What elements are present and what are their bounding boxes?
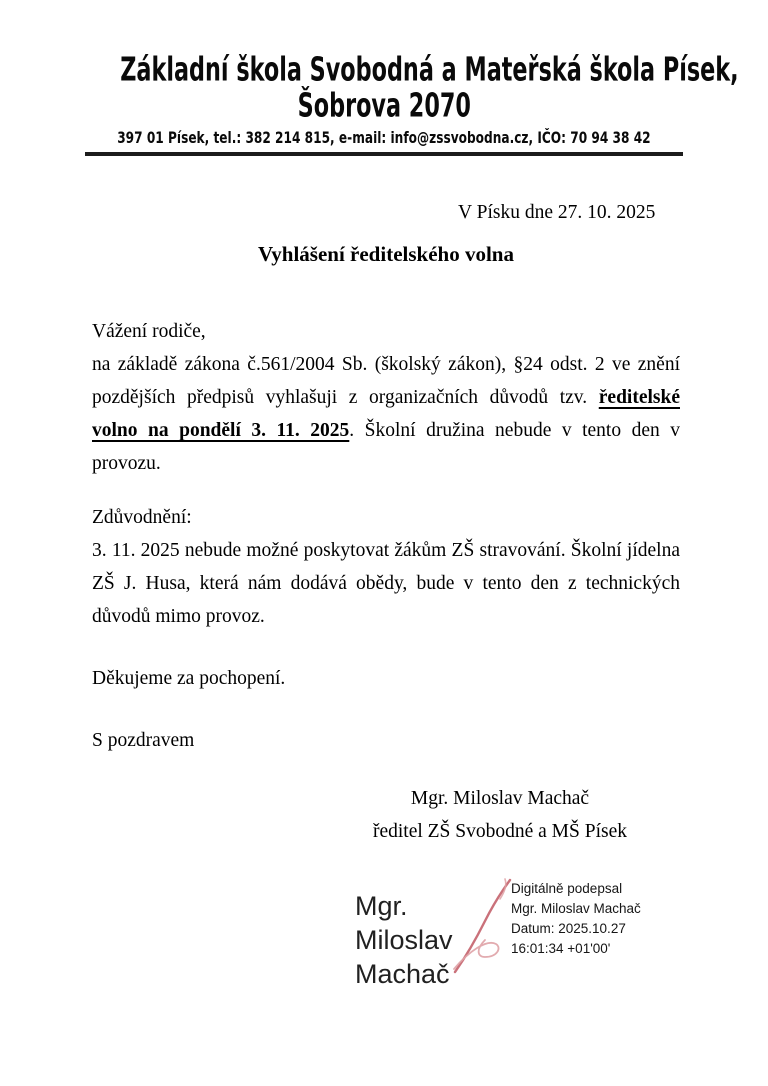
digital-signature-detail-line: Mgr. Miloslav Machač xyxy=(511,901,641,916)
reason-label: Zdůvodnění: xyxy=(92,507,192,528)
contact-line xyxy=(0,129,768,147)
paragraph-announcement-text: na základě zákona č.561/2004 Sb. (školský zákon), §24 odst. 2 ve znění pozdějších předpisů vyhlašuji z organizačních důvodů tzv. xyxy=(92,354,680,408)
emphasized-date: ředitelské volno na pondělí 3. 11. 2025 xyxy=(92,387,680,441)
school-name-line1: Základní škola Svobodná a Mateřská škola Písek, xyxy=(120,50,739,90)
digital-signature-name-line1: Mgr. Miloslav xyxy=(355,891,453,955)
digital-signature-detail-line: Digitálně podepsal xyxy=(511,881,623,896)
thanks-line: Děkujeme za pochopení. xyxy=(92,668,286,689)
digital-signature-detail-line: 16:01:34 +01'00' xyxy=(511,941,611,956)
paragraph-announcement xyxy=(92,348,680,480)
contact-text: 397 01 Písek, tel.: 382 214 815, e-mail: info@zssvobodna.cz, IČO: 70 94 38 42 xyxy=(117,128,651,147)
school-name xyxy=(0,52,768,124)
digital-signature-details xyxy=(511,877,641,991)
letterhead xyxy=(0,0,768,156)
place-date: V Písku dne 27. 10. 2025 xyxy=(458,202,656,223)
letter-body xyxy=(92,196,680,991)
digital-signature-stamp xyxy=(355,877,680,991)
signer-role: ředitel ZŠ Svobodné a MŠ Písek xyxy=(372,821,628,842)
digital-signature-name xyxy=(355,877,507,991)
reason-paragraph: 3. 11. 2025 nebude možné poskytovat žákům ZŠ stravování. Školní jídelna ZŠ J. Husa, která nám dodává obědy, bude v tento den z technických důvodů mimo provoz. xyxy=(92,540,680,627)
closing-line: S pozdravem xyxy=(92,730,195,751)
salutation: Vážení rodiče, xyxy=(92,321,206,342)
school-name-line2: Šobrova 2070 xyxy=(297,86,471,126)
letterhead-divider xyxy=(85,152,683,156)
digital-signature-detail-line: Datum: 2025.10.27 xyxy=(511,921,626,936)
paragraph-announcement-tail: . Školní družina nebude v tento den v provozu. xyxy=(92,420,681,474)
subject-title: Vyhlášení ředitelského volna xyxy=(258,242,514,266)
signer-block xyxy=(350,782,650,848)
digital-signature-name-line2: Machač xyxy=(355,959,450,989)
signer-name: Mgr. Miloslav Machač xyxy=(410,788,590,809)
